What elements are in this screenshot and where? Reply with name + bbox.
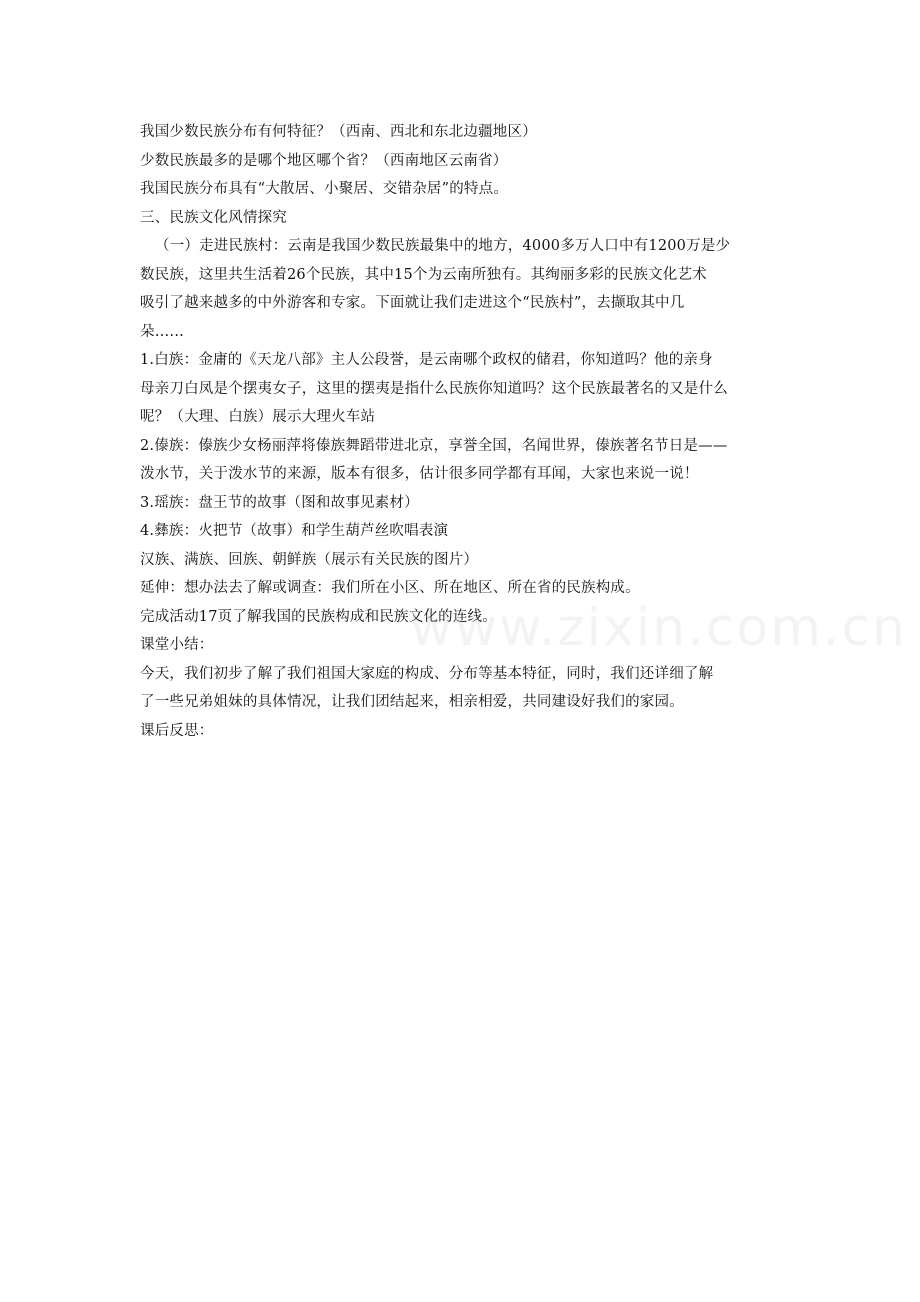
paragraph-line: 我国少数民族分布有何特征？（西南、西北和东北边疆地区）	[140, 124, 537, 140]
paragraph-line: 了一些兄弟姐妹的具体情况，让我们团结起来，相亲相爱，共同建设好我们的家园。	[140, 694, 684, 710]
watermark: www.zixin.com.cn	[410, 598, 907, 658]
paragraph-line: 少数民族最多的是哪个地区哪个省？（西南地区云南省）	[140, 152, 508, 169]
paragraph-line: 泼水节，关于泼水节的来源，版本有很多，估计很多同学都有耳闻，大家也来说一说！	[140, 466, 699, 482]
paragraph-line: 吸引了越来越多的中外游客和专家。下面就让我们走进这个“民族村”，去撷取其中几	[140, 295, 685, 311]
paragraph-line: 2.傣族：傣族少女杨丽萍将傣族舞蹈带进北京，享誉全国，名闻世界，傣族著名节日是——	[140, 437, 728, 454]
section-heading: 课堂小结：	[140, 637, 214, 653]
paragraph-line: 母亲刀白凤是个摆夷女子，这里的摆夷是指什么民族你知道吗？这个民族最著名的又是什么	[140, 380, 728, 397]
paragraph-line: 汉族、满族、回族、朝鲜族（展示有关民族的图片）	[140, 551, 479, 568]
paragraph-line: 1.白族：金庸的《天龙八部》主人公段誉，是云南哪个政权的储君，你知道吗？他的亲身	[140, 352, 713, 368]
paragraph-line: 4.彝族：火把节（故事）和学生葫芦丝吹唱表演	[140, 523, 449, 539]
section-heading: 三、民族文化风情探究	[140, 209, 287, 226]
paragraph-line: 今天，我们初步了解了我们祖国大家庭的构成、分布等基本特征，同时，我们还详细了解	[140, 665, 714, 682]
paragraph-line: 延伸：想办法去了解或调查：我们所在小区、所在地区、所在省的民族构成。	[140, 580, 640, 596]
document-body	[140, 118, 780, 745]
paragraph-line: 呢？（大理、白族）展示大理火车站	[140, 409, 376, 425]
paragraph-line: 完成活动17页了解我国的民族构成和民族文化的连线。	[140, 608, 497, 625]
paragraph-line: 3.瑶族：盘王节的故事（图和故事见素材）	[140, 494, 419, 511]
paragraph-line: 我国民族分布具有“大散居、小聚居、交错杂居”的特点。	[140, 181, 509, 197]
paragraph-line: 数民族，这里共生活着26个民族，其中15个为云南所独有。其绚丽多彩的民族文化艺术	[140, 266, 707, 283]
paragraph-line: 朵……	[140, 323, 185, 340]
section-heading: 课后反思：	[140, 722, 214, 739]
paragraph-line: （一）走进民族村：云南是我国少数民族最集中的地方，4000多万人口中有1200万是少	[155, 238, 731, 254]
